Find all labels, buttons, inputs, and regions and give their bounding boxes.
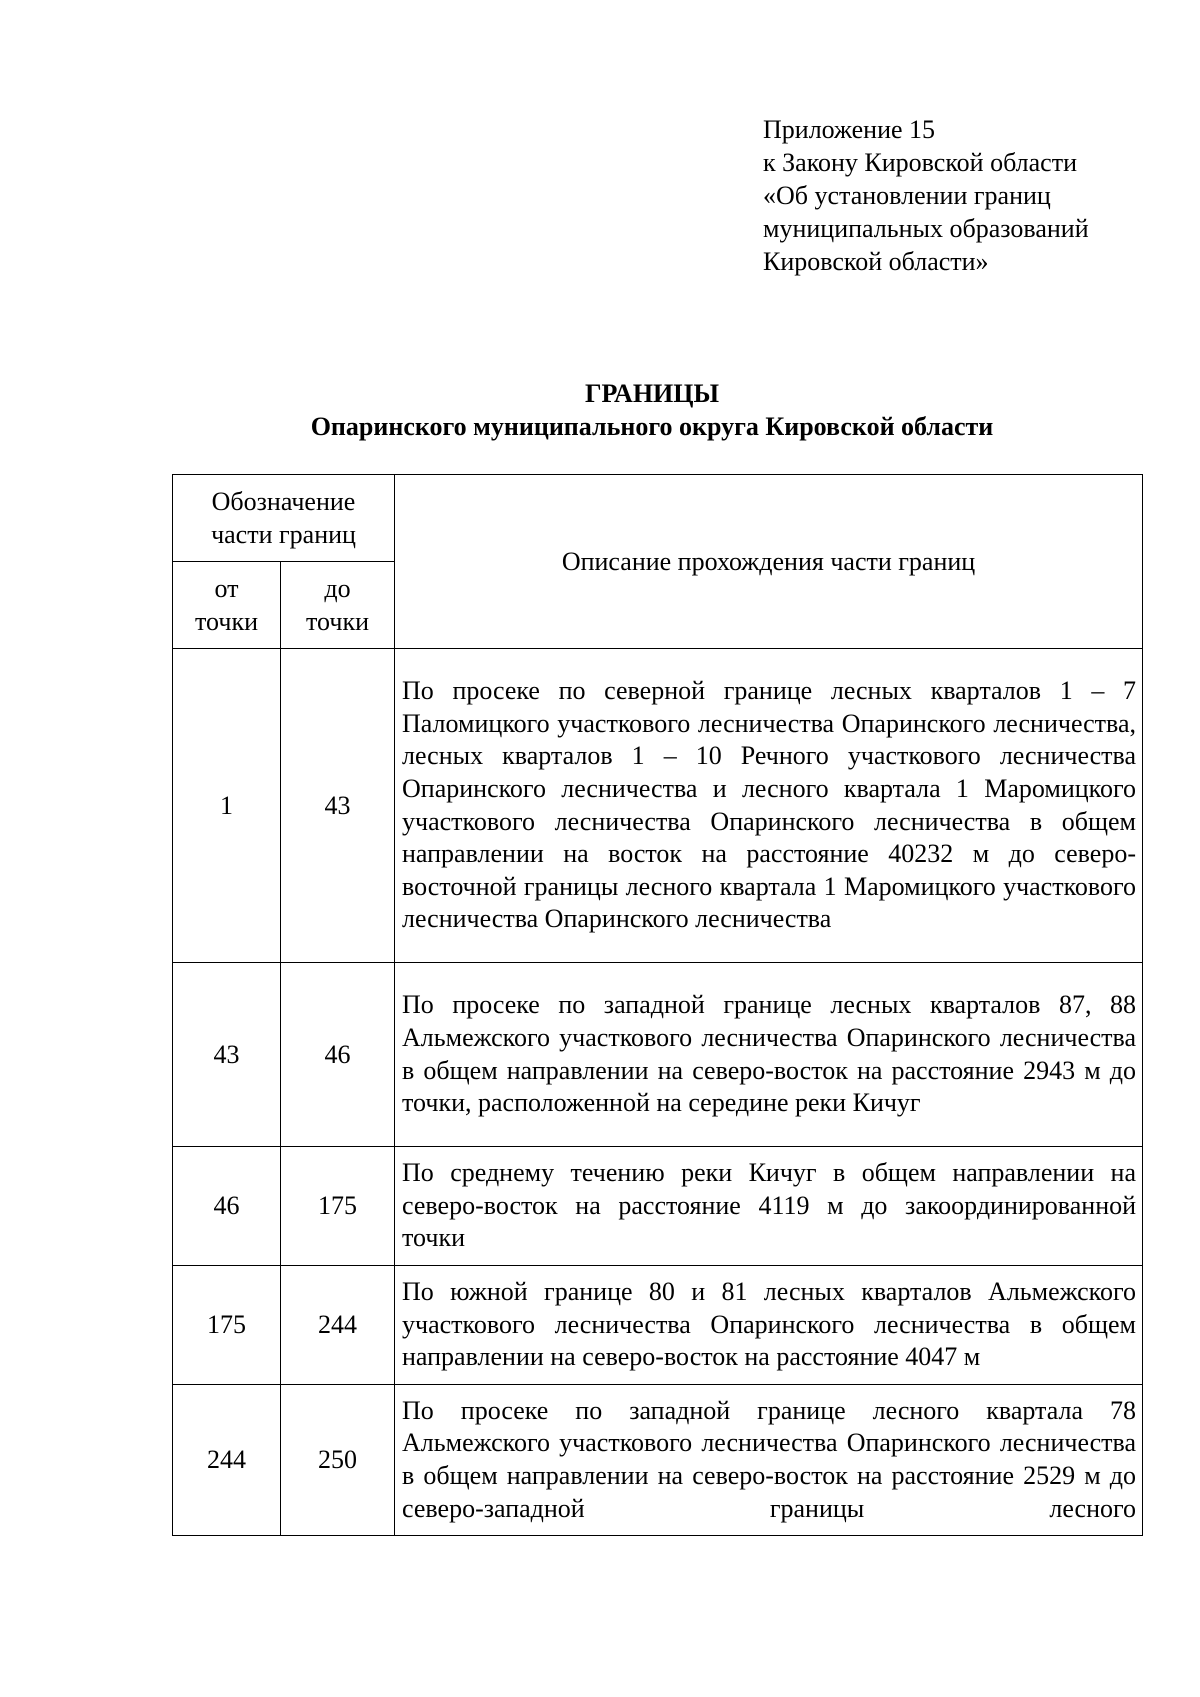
table-header-row — [173, 475, 1143, 562]
appendix-line: «Об установлении границ — [763, 181, 1051, 210]
header-from-point: от точки — [173, 562, 281, 649]
document-subtitle: Опаринского муниципального округа Кировской области — [310, 412, 994, 441]
cell-description: По просеке по западной границе лесного квартала 78 Альмежского участкового лесничества Опаринского лесничества в общем направлении на северо-восток на расстояние 2529 м до северо-западной границы лесного — [395, 1385, 1143, 1536]
cell-from-point: 46 — [173, 1147, 281, 1266]
cell-description: По просеке по западной границе лесных кварталов 87, 88 Альмежского участкового лесничества Опаринского лесничества в общем направлении на северо-восток на расстояние 2943 м до точки, расположенной на середине реки Кичуг — [395, 963, 1143, 1147]
cell-to-point: 46 — [281, 963, 395, 1147]
table-row — [173, 1385, 1143, 1536]
document-title: ГРАНИЦЫ — [584, 379, 720, 408]
cell-to-point: 175 — [281, 1147, 395, 1266]
appendix-block — [763, 113, 1089, 278]
cell-from-point: 244 — [173, 1385, 281, 1536]
cell-to-point: 250 — [281, 1385, 395, 1536]
header-boundary-designation: Обозначение части границ — [173, 475, 395, 562]
cell-to-point: 244 — [281, 1266, 395, 1385]
table-row — [173, 1147, 1143, 1266]
appendix-line: муниципальных образований — [763, 214, 1089, 243]
cell-to-point: 43 — [281, 649, 395, 963]
cell-from-point: 1 — [173, 649, 281, 963]
cell-description: По южной границе 80 и 81 лесных кварталов Альмежского участкового лесничества Опаринского лесничества в общем направлении на северо-восток на расстояние 4047 м — [395, 1266, 1143, 1385]
table-row — [173, 963, 1143, 1147]
appendix-line: Кировской области» — [763, 247, 989, 276]
table-row — [173, 649, 1143, 963]
appendix-line: к Закону Кировской области — [763, 148, 1077, 177]
table-row — [173, 1266, 1143, 1385]
cell-from-point: 43 — [173, 963, 281, 1147]
boundaries-table — [172, 474, 1143, 1536]
cell-description: По среднему течению реки Кичуг в общем направлении на северо-восток на расстояние 4119 м до закоординированной точки — [395, 1147, 1143, 1266]
cell-from-point: 175 — [173, 1266, 281, 1385]
header-description: Описание прохождения части границ — [395, 475, 1143, 649]
appendix-line: Приложение 15 — [763, 115, 936, 144]
cell-description: По просеке по северной границе лесных кварталов 1 – 7 Паломицкого участкового лесничества Опаринского лесничества, лесных кварталов 1 – 10 Речного участкового лесничества Опаринского лесничества и лесного квартала 1 Маромицкого участкового лесничества Опаринского лесничества в общем направлении на восток на расстояние 40232 м до северо-восточной границы лесного квартала 1 Маромицкого участкового лесничества Опаринского лесничества — [395, 649, 1143, 963]
header-to-point: до точки — [281, 562, 395, 649]
